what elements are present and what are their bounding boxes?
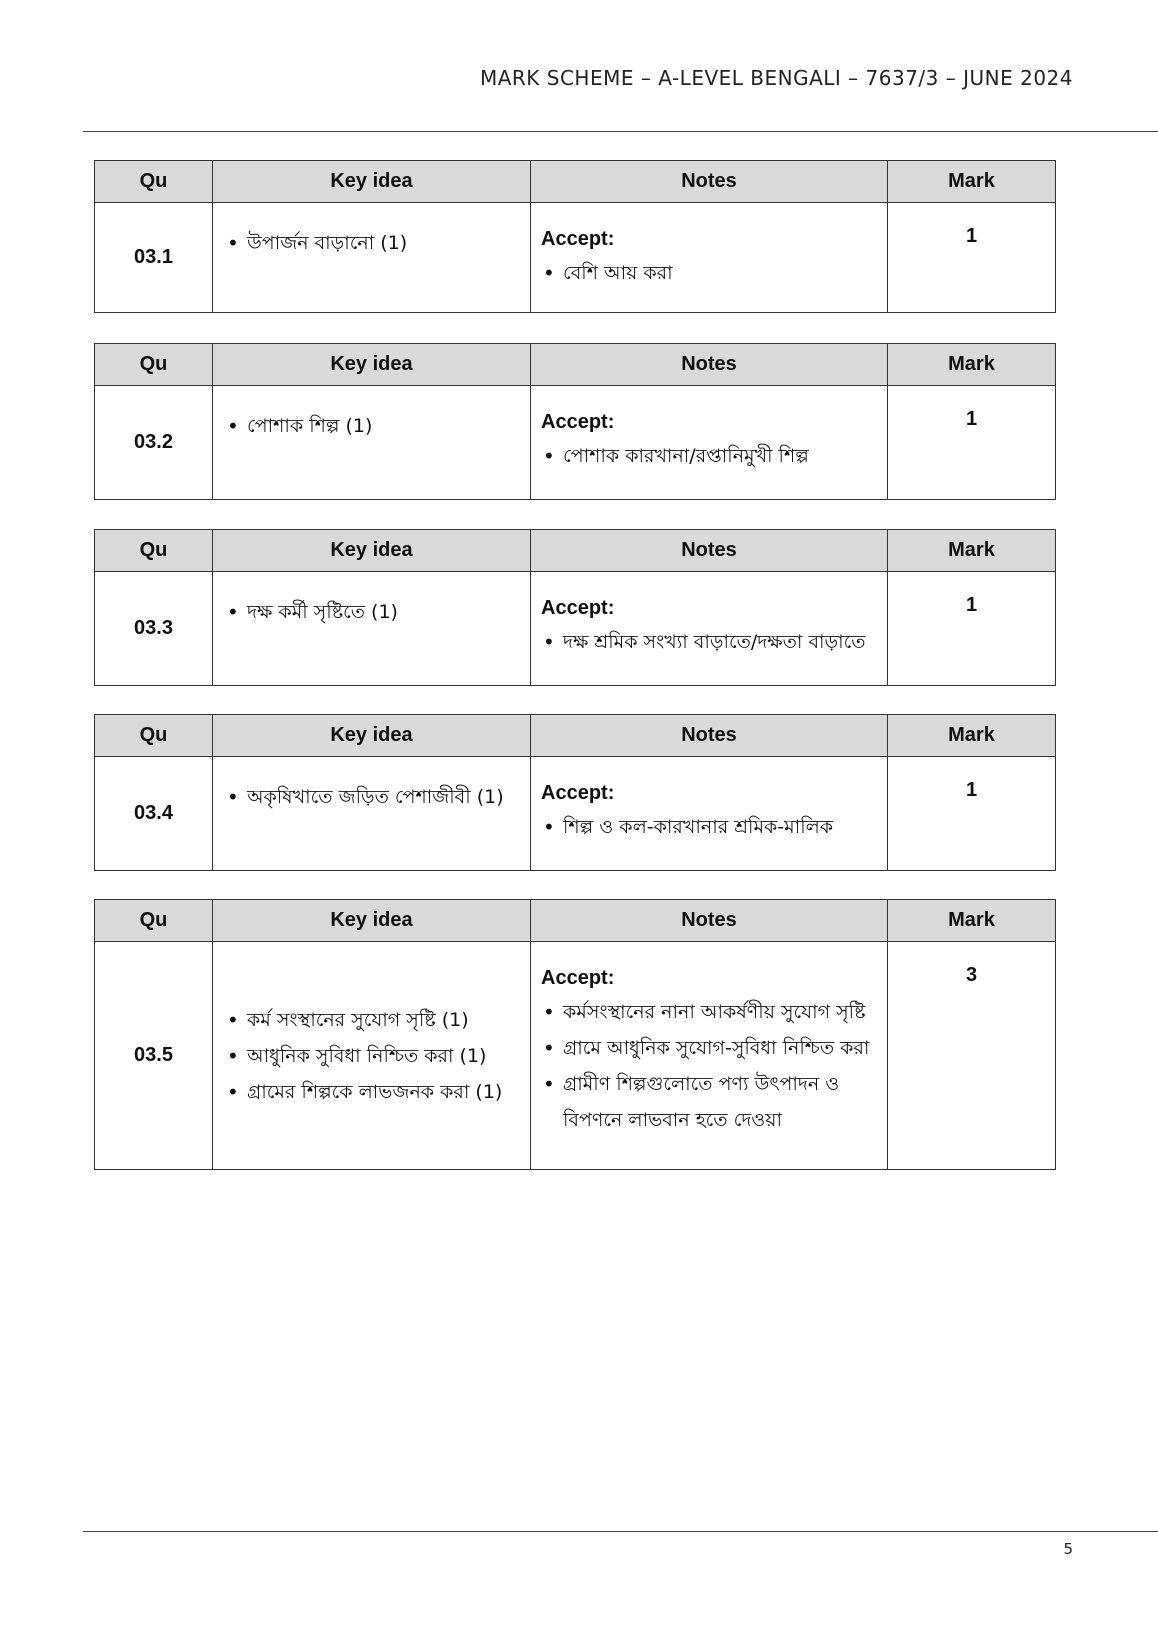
col-mark-header: Mark bbox=[888, 900, 1056, 942]
col-key-idea-header: Key idea bbox=[213, 900, 531, 942]
accept-label: Accept: bbox=[541, 411, 615, 433]
question-number: 03.5 bbox=[95, 942, 213, 1170]
col-qu-header: Qu bbox=[95, 161, 213, 203]
notes-cell bbox=[531, 572, 888, 686]
key-idea-cell bbox=[213, 757, 531, 871]
col-mark-header: Mark bbox=[888, 715, 1056, 757]
table-row bbox=[95, 757, 1056, 871]
col-notes-header: Notes bbox=[531, 715, 888, 757]
accept-label: Accept: bbox=[541, 782, 615, 804]
col-mark-header: Mark bbox=[888, 161, 1056, 203]
col-notes-header: Notes bbox=[531, 530, 888, 572]
col-notes-header: Notes bbox=[531, 344, 888, 386]
key-idea-item: • গ্রামের শিল্পকে লাভজনক করা (1) bbox=[225, 1074, 522, 1110]
mark-table-03-3 bbox=[94, 529, 1056, 686]
mark-value: 1 bbox=[888, 757, 1056, 871]
key-idea-cell bbox=[213, 386, 531, 500]
notes-cell bbox=[531, 203, 888, 313]
key-idea-item: • পোশাক শিল্প (1) bbox=[225, 408, 522, 444]
question-number: 03.1 bbox=[95, 203, 213, 313]
key-idea-cell bbox=[213, 572, 531, 686]
key-idea-cell bbox=[213, 942, 531, 1170]
note-item: • শিল্প ও কল-কারখানার শ্রমিক-মালিক bbox=[541, 809, 879, 845]
notes-cell bbox=[531, 942, 888, 1170]
col-key-idea-header: Key idea bbox=[213, 344, 531, 386]
key-idea-item: • দক্ষ কর্মী সৃষ্টিতে (1) bbox=[225, 594, 522, 630]
col-qu-header: Qu bbox=[95, 900, 213, 942]
table-header-row bbox=[95, 715, 1056, 757]
page-number: 5 bbox=[1063, 1540, 1073, 1558]
accept-label: Accept: bbox=[541, 228, 615, 250]
key-idea-item: • কর্ম সংস্থানের সুযোগ সৃষ্টি (1) bbox=[225, 1002, 522, 1038]
mark-value: 1 bbox=[888, 572, 1056, 686]
note-item: • দক্ষ শ্রমিক সংখ্যা বাড়াতে/দক্ষতা বাড়াতে bbox=[541, 624, 879, 660]
note-item: • পোশাক কারখানা/রপ্তানিমুখী শিল্প bbox=[541, 438, 879, 474]
header-rule bbox=[83, 131, 1158, 132]
key-idea-item: • অকৃষিখাতে জড়িত পেশাজীবী (1) bbox=[225, 779, 522, 815]
question-number: 03.4 bbox=[95, 757, 213, 871]
note-item: • বেশি আয় করা bbox=[541, 255, 879, 291]
accept-label: Accept: bbox=[541, 967, 615, 989]
col-key-idea-header: Key idea bbox=[213, 530, 531, 572]
header-title: MARK SCHEME – A-LEVEL BENGALI – 7637/3 – JUNE 2024 bbox=[479, 66, 1073, 90]
col-qu-header: Qu bbox=[95, 530, 213, 572]
key-idea-item: • আধুনিক সুবিধা নিশ্চিত করা (1) bbox=[225, 1038, 522, 1074]
key-idea-item: • উপার্জন বাড়ানো (1) bbox=[225, 225, 522, 261]
mark-table-03-1 bbox=[94, 160, 1056, 313]
mark-table-03-5 bbox=[94, 899, 1056, 1170]
table-row bbox=[95, 203, 1056, 313]
note-item: • গ্রামীণ শিল্পগুলোতে পণ্য উৎপাদন ও বিপণনে লাভবান হতে দেওয়া bbox=[541, 1066, 879, 1138]
table-header-row bbox=[95, 900, 1056, 942]
table-header-row bbox=[95, 161, 1056, 203]
table-header-row bbox=[95, 530, 1056, 572]
col-notes-header: Notes bbox=[531, 161, 888, 203]
notes-cell bbox=[531, 757, 888, 871]
note-item: • কর্মসংস্থানের নানা আকর্ষণীয় সুযোগ সৃষ্টি bbox=[541, 994, 879, 1030]
mark-value: 1 bbox=[888, 386, 1056, 500]
col-mark-header: Mark bbox=[888, 530, 1056, 572]
table-row bbox=[95, 572, 1056, 686]
table-row bbox=[95, 942, 1056, 1170]
col-notes-header: Notes bbox=[531, 900, 888, 942]
mark-table-03-2 bbox=[94, 343, 1056, 500]
note-item: • গ্রামে আধুনিক সুযোগ-সুবিধা নিশ্চিত করা bbox=[541, 1030, 879, 1066]
question-number: 03.3 bbox=[95, 572, 213, 686]
mark-table-03-4 bbox=[94, 714, 1056, 871]
accept-label: Accept: bbox=[541, 597, 615, 619]
col-qu-header: Qu bbox=[95, 344, 213, 386]
question-number: 03.2 bbox=[95, 386, 213, 500]
table-header-row bbox=[95, 344, 1056, 386]
mark-value: 3 bbox=[888, 942, 1056, 1170]
col-key-idea-header: Key idea bbox=[213, 715, 531, 757]
col-key-idea-header: Key idea bbox=[213, 161, 531, 203]
table-row bbox=[95, 386, 1056, 500]
col-qu-header: Qu bbox=[95, 715, 213, 757]
key-idea-cell bbox=[213, 203, 531, 313]
notes-cell bbox=[531, 386, 888, 500]
footer-rule bbox=[83, 1531, 1158, 1532]
col-mark-header: Mark bbox=[888, 344, 1056, 386]
mark-value: 1 bbox=[888, 203, 1056, 313]
